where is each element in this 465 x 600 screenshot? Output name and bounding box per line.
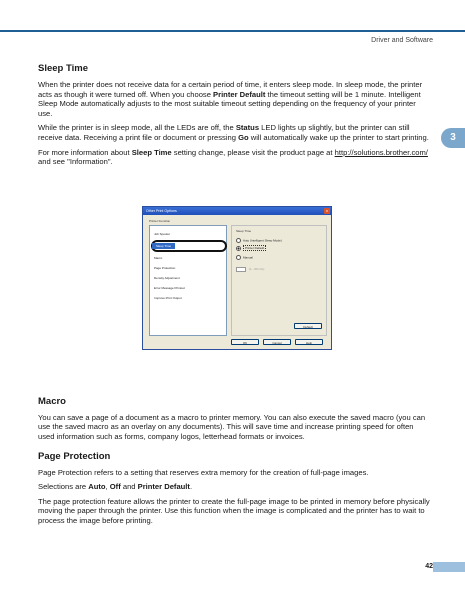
paragraph-sleep-3 [38, 148, 432, 167]
radio-icon[interactable] [236, 246, 241, 251]
page-number: 42 [425, 563, 433, 570]
paragraph-protection-3: The page protection feature allows the printer to create the full-page image to be printed in memory before physically moving the paper through the printer. Use this function when the image is complicated and the printer has to wait to process the image before printing. [38, 496, 430, 525]
radio-icon[interactable] [236, 255, 241, 260]
solutions-link[interactable]: http://solutions.brother.com/ [334, 147, 428, 157]
spin-unit: (1 - 60 min) [249, 267, 265, 271]
panel-label: Sleep Time [236, 229, 252, 233]
list-item[interactable]: Macro [154, 256, 163, 260]
cancel-button[interactable]: Cancel [263, 339, 291, 345]
bold-text: Status [235, 123, 260, 133]
option-label: Manual [243, 255, 253, 260]
list-item[interactable]: Improve Print Output [154, 296, 182, 300]
list-item[interactable]: Job Spooler [154, 232, 171, 236]
bold-text: Printer Default [213, 89, 266, 99]
text: Selections are [38, 482, 89, 492]
text: , [105, 482, 110, 492]
dialog-title-bar [143, 207, 331, 215]
heading-page-protection: Page Protection [38, 450, 111, 462]
footer-bar [433, 562, 465, 572]
text: For more information about [38, 147, 132, 157]
text: . [189, 482, 193, 492]
dialog-title: Other Print Options [146, 209, 177, 213]
help-button[interactable]: Help [295, 339, 323, 345]
bold-text: Go [238, 132, 249, 142]
option-printer-default[interactable] [236, 246, 266, 251]
function-list[interactable] [149, 225, 227, 336]
paragraph-sleep-1 [38, 80, 432, 118]
minutes-spinbox[interactable] [236, 267, 246, 272]
header-rule [0, 30, 465, 32]
list-item[interactable]: Error Message Printout [154, 286, 185, 290]
close-icon[interactable]: x [326, 208, 328, 213]
text: and [120, 482, 138, 492]
ok-button[interactable]: OK [231, 339, 259, 345]
settings-panel [231, 225, 327, 336]
text: While the printer is in sleep mode, all the LEDs are off, the [38, 123, 236, 133]
list-item-selected[interactable]: Sleep Time [152, 243, 175, 249]
running-header: Driver and Software [371, 37, 433, 44]
heading-sleep-time: Sleep Time [38, 63, 88, 74]
paragraph-protection-1: Page Protection refers to a setting that reserves extra memory for the creation of full-page images. [38, 467, 369, 477]
paragraph-macro-1: You can save a page of a document as a macro to printer memory. You can also execute the saved macro (you can use the saved macro as an overlay on any documents). This will save time and increase printing speed for often used information such as forms, company logos, letterhead formats or invoices. [38, 412, 426, 441]
group-label: Printer Function [149, 219, 171, 223]
option-auto[interactable] [236, 238, 282, 243]
chapter-tab: 3 [441, 128, 465, 148]
heading-macro: Macro [38, 395, 66, 407]
option-manual[interactable] [236, 255, 253, 260]
other-print-options-dialog [142, 206, 332, 350]
paragraph-protection-2 [38, 482, 432, 492]
bold-text: Off [109, 482, 121, 492]
option-label: Printer Default [245, 246, 265, 251]
paragraph-sleep-2 [38, 123, 432, 142]
text: When the printer does not receive data for a certain period of time, it enters sleep mode. In sleep mode, the printer acts as though it were turned off. When you choose [38, 80, 423, 99]
default-button[interactable]: Default [294, 323, 322, 329]
bold-text: Printer Default [137, 482, 190, 492]
bold-text: Sleep Time [131, 147, 172, 157]
option-label: Auto (Intelligent Sleep Mode) [243, 238, 282, 243]
list-item[interactable]: Page Protection [154, 266, 176, 270]
text: will automatically wake up the printer to start printing. [248, 132, 429, 142]
list-item[interactable]: Density Adjustment [154, 276, 180, 280]
radio-icon[interactable] [236, 238, 241, 243]
text: setting change, please visit the product page at [171, 147, 335, 157]
text: the timeout setting will be 1 minute. Intelligent Sleep Mode automatically adjusts to the most suitable timeout setting depending on the frequency of your printer use. [38, 89, 421, 118]
bold-text: Auto [88, 482, 106, 492]
text: and see "Information". [38, 157, 113, 167]
text: LED lights up slightly, but the printer can still receive data. Receiving a print file or document or pressing [38, 123, 410, 142]
